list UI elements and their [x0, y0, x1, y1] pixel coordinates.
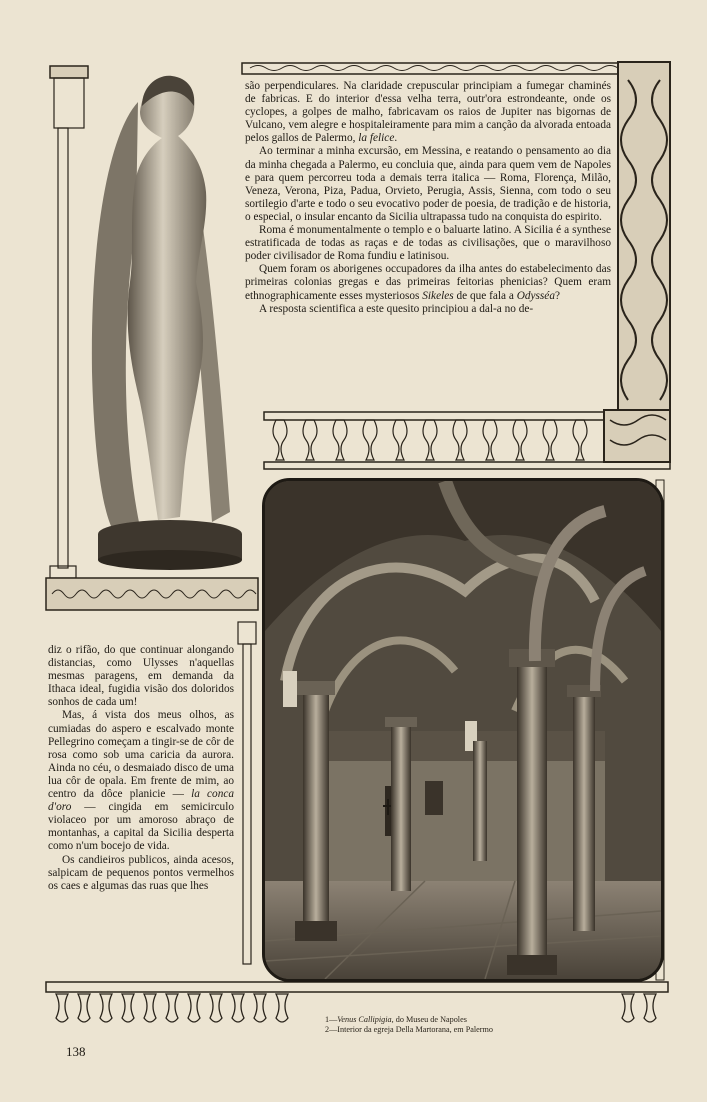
photo-captions [325, 1015, 625, 1035]
text-run: diz o rifão, do que continuar alongando distancias, como Ulysses n'aquellas mesmas paragens, em demanda da Ithaca ideal, fugidia visão dos doloridos sonhos de cada um! [48, 644, 234, 709]
paragraph [245, 303, 611, 316]
text-run: ? [554, 289, 560, 302]
paragraph [48, 709, 234, 853]
text-run: Ao terminar a minha excursão, em Messina, e reatando o pensamento ao dia da minha chegada a Palermo, eu concluia que, ainda para quem vem de Napoles e para quem percorreu toda a demais terra italica — Roma, Florença, Milão, Veneza, Verona, Piza, Padua, Orvieto, Perugia, Assis, Sienna, com todo o seu sortilegio d'arte e todo o seu evocativo poder de poesia, de tradição e de historia, o especial, o insular encanto da Sicilia ultrapassa tudo na conquista do espirito. [245, 145, 611, 223]
text-run: Os candieiros publicos, ainda acesos, salpicam de pequenos pontos vermelhos os caes e algumas das ruas que lhes [48, 853, 234, 892]
italic-run: Odysséa [516, 289, 555, 302]
page-number: 138 [66, 1044, 86, 1059]
paragraph [48, 854, 234, 893]
text-run: Mas, á vista dos meus olhos, as cumiadas do aspero e escalvado monte Pellegrino começam a tingir-se de côr de rosa como sob uma caricia da aurora. Ainda no céu, o desmaiado disco de uma lua côr de opala. Em frente de mim, ao centro da dôce planicie — [48, 709, 234, 801]
italic-run: Venus Callipigia, [337, 1015, 394, 1024]
text-run: Quem foram os aborigenes occupadores da ilha antes do estabelecimento das primeiras colonias gregas e das primeiras feitorias phenicias? Quem eram ethnographicamente esses mysteriosos [245, 263, 611, 302]
caption-line [325, 1015, 625, 1025]
paragraph [245, 263, 611, 302]
paragraph [245, 224, 611, 263]
text-run: . [394, 132, 398, 145]
text-run: de que fala a [453, 289, 517, 302]
caption-line [325, 1025, 625, 1035]
text-run: 1— [325, 1015, 338, 1024]
italic-run: la felice [358, 132, 395, 145]
text-run: — cingida em semicirculo violaceo por um amoroso abraço de montanhas, a capital da Sicilia desperta como n'um bocejo de vida. [48, 801, 234, 853]
paragraph [245, 145, 611, 224]
paragraph [48, 644, 234, 709]
paragraph [245, 80, 611, 145]
article-text-top [245, 80, 611, 316]
italic-run: la conca d'oro [48, 788, 234, 814]
text-run: são perpendiculares. Na claridade crepuscular principiam a fumegar chaminés de fabricas. E do interior d'essa velha terra, outr'ora estrondeante, onde os cyclopes, a golpes de malho, fabricavam os raios de Jupiter nas bigornas de Vulcano, vem alegre e hospitaleiramente para mim a canção da alvorada entoada pelos gallos de Palermo, [245, 80, 611, 145]
text-run: 2—Interior da egreja Della Martorana, em Palermo [325, 1025, 493, 1034]
text-run: A resposta scientifica a este quesito principiou a dal-a no de- [259, 302, 534, 315]
statue-illustration [80, 72, 250, 572]
italic-run: Sikeles [422, 289, 454, 302]
church-interior-image [265, 481, 661, 979]
church-interior-photo [262, 478, 664, 982]
text-run: do Museu de Napoles [393, 1015, 467, 1024]
text-run: Roma é monumentalmente o templo e o baluarte latino. A Sicilia é a synthese estratificada de todas as raças e de todas as civilisações, que o maravilhoso poder civilisador de Roma fundiu e latinisou. [245, 224, 611, 263]
article-text-left [48, 644, 234, 893]
